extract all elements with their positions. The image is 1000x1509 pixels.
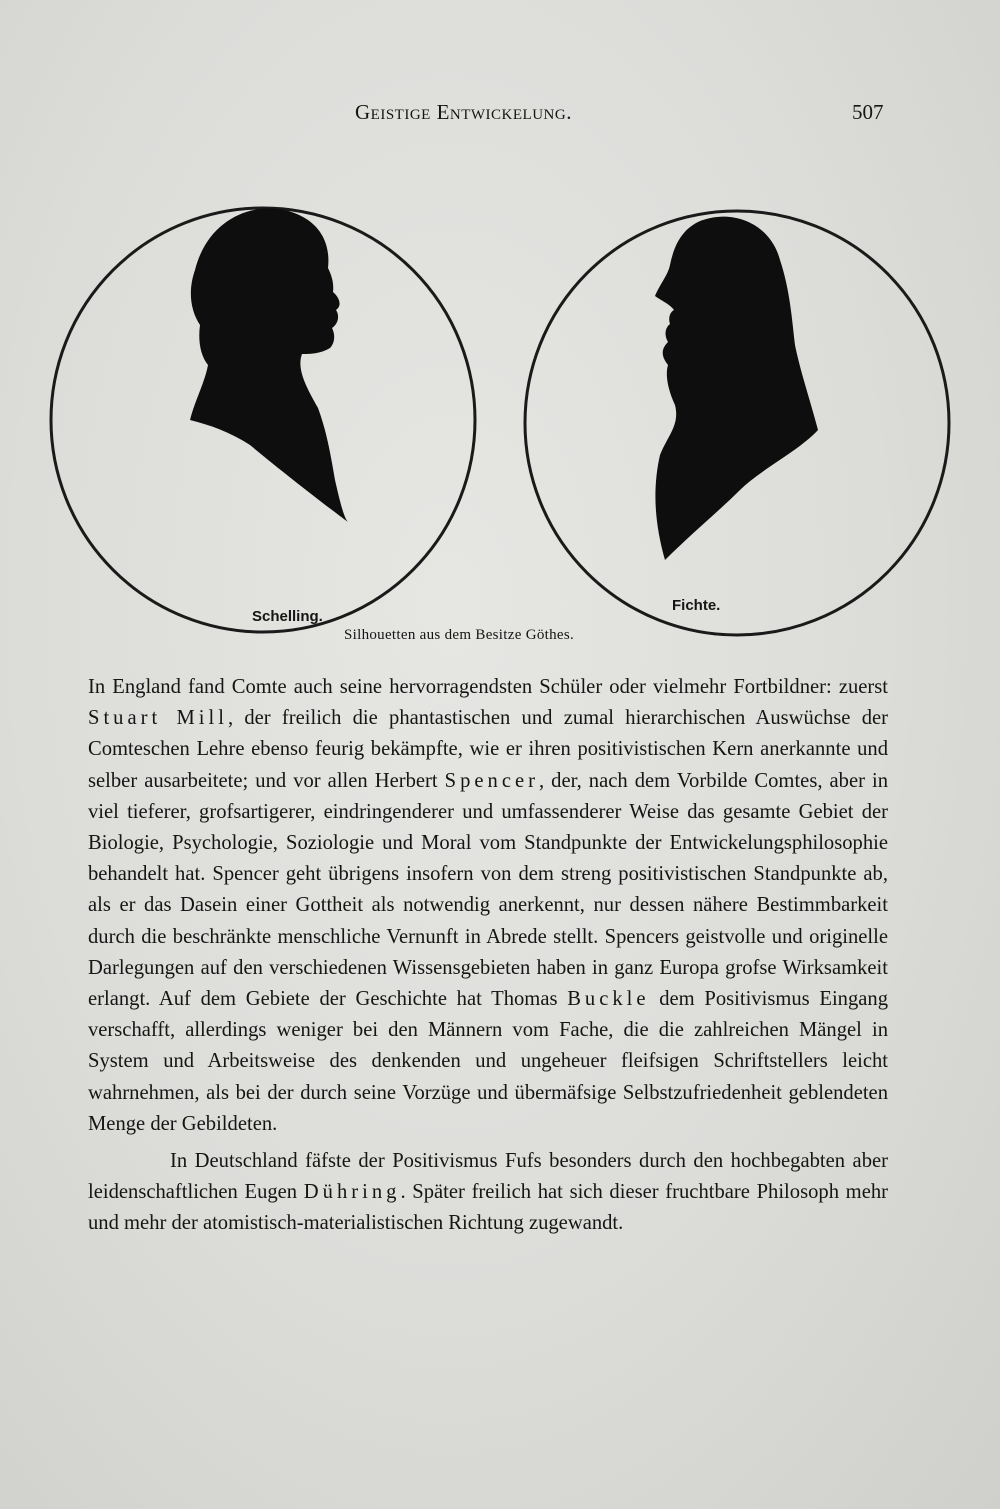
running-head: Geistige Entwickelung. xyxy=(355,100,572,124)
caption-left-name: Schelling. xyxy=(252,608,323,625)
paragraph-1 xyxy=(88,672,888,1140)
p1-text-2: , der freilich die phantastischen und zumal hierarchischen Auswüchse der Comteschen Lehre ebenso feurig bekämpfte, wie er ihren positivistischen Kern anerkannte und selber ausarbeitete; und vor allen Herbert xyxy=(88,707,888,792)
p1-name-buckle: Buckle xyxy=(567,988,650,1011)
silhouettes-figure xyxy=(40,150,960,660)
page-number: 507 xyxy=(852,100,884,124)
p1-text-1: In England fand Comte auch seine hervorragendsten Schüler oder vielmehr Fortbildner: zuerst xyxy=(88,676,888,698)
fichte-silhouette xyxy=(655,217,818,560)
silhouette-plate xyxy=(40,150,960,660)
p1-name-spencer: Spencer xyxy=(444,769,539,792)
p2-text-1: In Deutschland fäfste der Positivismus Fufs besonders durch den hochbegabten aber leidenschaftlichen Eugen xyxy=(88,1150,888,1204)
body-text xyxy=(88,672,888,1240)
p2-text-2: . Später freilich hat sich dieser fruchtbare Philosoph mehr und mehr der atomistisch-materialistischen Richtung zugewandt. xyxy=(88,1181,888,1235)
schelling-silhouette xyxy=(190,208,348,522)
p2-name-duehring: Dühring xyxy=(303,1181,401,1204)
p1-text-3: , der, nach dem Vorbilde Comtes, aber in viel tieferer, grofsartigerer, eindringenderer und umfassenderer Weise das gesamte Gebiet der Biologie, Psychologie, Soziologie und Moral vom Standpunkte der Entwickelungsphilosophie behandelt hat. Spencer geht übrigens insofern von dem streng positivistischen Standpunkte ab, als er das Dasein einer Gottheit als notwendig anerkennt, nur dessen nähere Bestimmbarkeit durch die beschränkte menschliche Vernunft in Abrede stellt. Spencers geistvolle und originelle Darlegungen auf den verschiedenen Wissensgebieten haben in ganz Europa grofse Wirksamkeit erlangt. Auf dem Gebiete der Geschichte hat Thomas xyxy=(88,769,888,1011)
p1-name-mill: Stuart Mill xyxy=(88,707,228,730)
paragraph-2 xyxy=(88,1146,888,1240)
figure-caption: Silhouetten aus dem Besitze Göthes. xyxy=(344,627,575,643)
p1-text-4: dem Positivismus Eingang verschafft, allerdings weniger bei den Männern vom Fache, die die zahlreichen Mängel in System und Arbeitsweise des denkenden und ungeheuer fleifsigen Schriftstellers leicht wahrnehmen, als bei der durch seine Vorzüge und übermäfsige Selbstzufriedenheit geblendeten Menge der Gebildeten. xyxy=(88,988,888,1135)
caption-right-name: Fichte. xyxy=(672,597,721,614)
